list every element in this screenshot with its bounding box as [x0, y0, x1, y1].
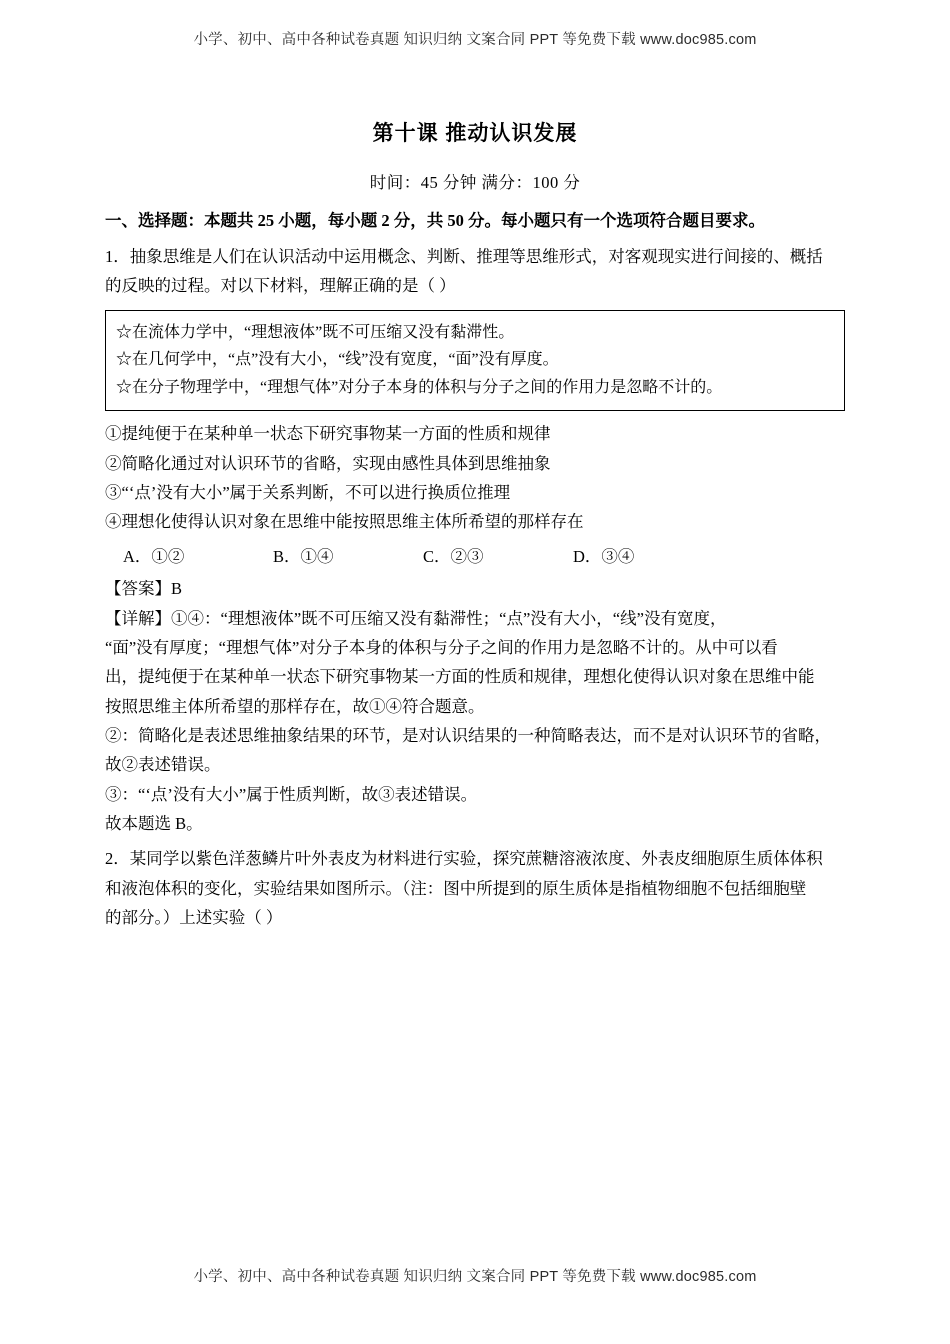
- question-2: [105, 844, 845, 932]
- question-1-stem-line-1: 1．抽象思维是人们在认识活动中运用概念、判断、推理等思维形式，对客观现实进行间接的、概括: [105, 246, 823, 266]
- question-1-explanation-line-5: ②：简略化是表述思维抽象结果的环节，是对认识结果的一种简略表达，而不是对认识环节的省略，: [105, 726, 831, 746]
- watermark-bottom: 小学、初中、高中各种试卷真题 知识归纳 文案合同 PPT 等免费下载 www.doc985.com: [193, 1269, 757, 1285]
- question-2-stem-line-1: 2．某同学以紫色洋葱鳞片叶外表皮为材料进行实验，探究蔗糖溶液浓度、外表皮细胞原生质体体积: [105, 849, 823, 869]
- material-line-3: ☆在分子物理学中，“理想气体”对分子本身的体积与分子之间的作用力是忽略不计的。: [116, 378, 723, 396]
- question-1-explanation-line-4: 按照思维主体所希望的那样存在，故①④符合题意。: [105, 696, 485, 716]
- question-1-statement-3: ③“‘点’没有大小”属于关系判断，不可以进行换质位推理: [105, 482, 511, 502]
- question-1-statement-4: ④理想化使得认识对象在思维中能按照思维主体所希望的那样存在: [105, 512, 584, 532]
- option-d[interactable]: D．③④: [573, 546, 635, 566]
- question-2-stem-line-3: 的部分。）上述实验（ ）: [105, 908, 283, 928]
- section-heading: 一、选择题：本题共 25 小题，每小题 2 分，共 50 分。每小题只有一个选项符合题目要求。: [105, 211, 765, 230]
- option-b[interactable]: B．①④: [273, 546, 334, 566]
- material-line-2: ☆在几何学中，“点”没有大小，“线”没有宽度，“面”没有厚度。: [116, 351, 559, 369]
- question-1-explanation-line-3: 出，提纯便于在某种单一状态下研究事物某一方面的性质和规律，理想化使得认识对象在思维中能: [105, 667, 815, 687]
- question-1-material-box: [105, 310, 845, 412]
- option-a[interactable]: A．①②: [123, 546, 185, 566]
- question-1-explanation-line-7: ③：“‘点’没有大小”属于性质判断，故③表述错误。: [105, 784, 478, 804]
- question-1-statement-2: ②简略化通过对认识环节的省略，实现由感性具体到思维抽象: [105, 453, 551, 473]
- question-1-options: [105, 541, 845, 572]
- question-1-explanation-line-1: 【详解】①④：“理想液体”既不可压缩又没有黏滞性；“点”没有大小，“线”没有宽度，: [105, 608, 727, 628]
- question-1: [105, 242, 845, 839]
- material-line-1: ☆在流体力学中，“理想液体”既不可压缩又没有黏滞性。: [116, 323, 515, 341]
- exam-info: 时间：45 分钟 满分：100 分: [369, 173, 581, 192]
- question-1-stem-line-2: 的反映的过程。对以下材料，理解正确的是（ ）: [105, 276, 456, 296]
- question-1-explanation-line-2: “面”没有厚度；“理想气体”对分子本身的体积与分子之间的作用力是忽略不计的。从中可以看: [105, 637, 778, 657]
- question-1-explanation-line-6: 故②表述错误。: [105, 755, 221, 775]
- option-c[interactable]: C．②③: [423, 546, 484, 566]
- question-1-explanation-line-8: 故本题选 B。: [105, 814, 203, 834]
- question-1-statement-1: ①提纯便于在某种单一状态下研究事物某一方面的性质和规律: [105, 424, 551, 444]
- watermark-top: 小学、初中、高中各种试卷真题 知识归纳 文案合同 PPT 等免费下载 www.doc985.com: [193, 32, 757, 48]
- page-title: 第十课 推动认识发展: [372, 122, 578, 145]
- question-2-stem-line-2: 和液泡体积的变化，实验结果如图所示。（注：图中所提到的原生质体是指植物细胞不包括细胞壁: [105, 878, 807, 898]
- question-1-answer: 【答案】B: [105, 578, 183, 598]
